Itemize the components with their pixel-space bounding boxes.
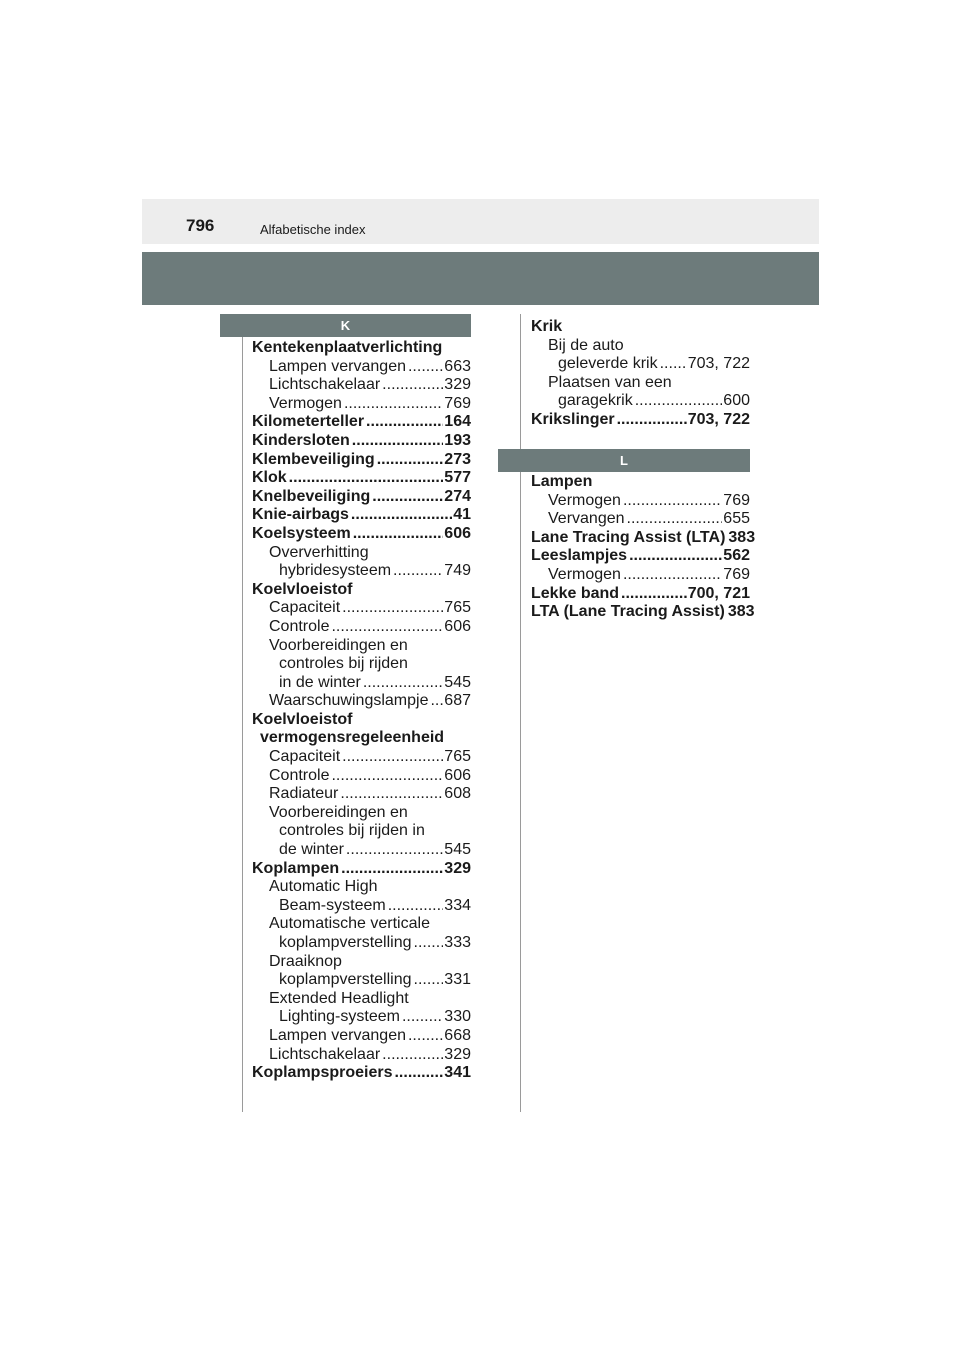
index-entry (252, 637, 471, 656)
dot-leader (289, 469, 444, 488)
index-entry-page: 334 (444, 896, 471, 914)
index-entry-label: Kindersloten (252, 431, 350, 449)
index-entry (531, 355, 750, 374)
index-entry-page: 329 (444, 859, 471, 877)
index-entry-page: 606 (444, 766, 471, 784)
index-entry-page: 329 (444, 1045, 471, 1063)
dot-leader (430, 692, 443, 711)
section-title: Alfabetische index (260, 222, 366, 237)
index-entry (252, 934, 471, 953)
index-entry (252, 655, 471, 674)
dot-leader (382, 376, 443, 395)
index-entry (252, 413, 471, 432)
index-column-right (520, 314, 521, 1112)
index-entry-label: Voorbereidingen en (269, 803, 408, 821)
index-entry-page: 383 (727, 603, 755, 621)
dot-leader (414, 971, 444, 990)
index-entry-label: Vervangen (548, 510, 625, 528)
index-entry (531, 374, 750, 393)
index-entry (252, 562, 471, 581)
dot-leader (351, 506, 452, 525)
index-entry (252, 469, 471, 488)
dot-leader (394, 1064, 443, 1083)
index-entry (252, 432, 471, 451)
index-entry-label: Lampen vervangen (269, 357, 406, 375)
index-entry-label: vermogensregeleenheid (260, 729, 445, 747)
index-entry-label: Krikslinger (531, 410, 615, 428)
index-entry-label: Koelsysteem (252, 524, 351, 542)
index-entry (252, 897, 471, 916)
index-entry-page: 700, 721 (687, 584, 750, 602)
index-entry-page: 545 (444, 841, 471, 859)
index-entry-label: Lampen vervangen (269, 1026, 406, 1044)
dot-leader (377, 451, 444, 470)
dot-leader (342, 748, 443, 767)
index-entry-page: 329 (444, 376, 471, 394)
index-entry (252, 1046, 471, 1065)
index-entry-page: 769 (444, 394, 471, 412)
index-entry (252, 1064, 471, 1083)
index-entry (252, 674, 471, 693)
index-column-left (242, 314, 243, 1112)
index-entry (252, 711, 471, 730)
index-entry-label: Knelbeveiliging (252, 487, 371, 505)
index-entry-label: Oververhitting (269, 543, 369, 561)
dot-leader (331, 767, 443, 786)
index-entry-label: Plaatsen van een (548, 373, 672, 391)
index-entry-label: Lane Tracing Assist (LTA) (531, 528, 726, 546)
dot-leader (623, 566, 722, 585)
index-entry-label: Lekke band (531, 584, 620, 602)
index-entry-label: Leeslampjes (531, 547, 628, 565)
index-entry-page: 274 (444, 487, 471, 505)
index-entry-label: Lampen (531, 473, 593, 490)
index-entry-page: 333 (444, 934, 471, 951)
dot-leader (372, 488, 443, 507)
dot-leader (366, 413, 443, 432)
index-entry (252, 1027, 471, 1046)
index-entry-label: controles bij rijden (279, 655, 408, 673)
index-entry (252, 451, 471, 470)
index-entry (252, 1008, 471, 1027)
index-entry (252, 599, 471, 618)
index-entry-label: de winter (279, 841, 344, 859)
index-entry (252, 729, 471, 748)
index-entry (252, 581, 471, 600)
index-entry-label: Beam-systeem (279, 896, 386, 914)
index-entry-page: 703, 722 (687, 355, 750, 373)
index-entry-label: koplampverstelling (279, 971, 412, 989)
index-entry (252, 990, 471, 1009)
dot-leader (346, 841, 443, 860)
index-entry (531, 528, 756, 548)
index-entry-label: controles bij rijden in (279, 822, 425, 840)
index-entry-page: 703, 722 (687, 410, 750, 428)
index-entry (252, 506, 471, 525)
index-entry-page: 193 (444, 431, 471, 449)
index-entry-label: Extended Headlight (269, 989, 409, 1007)
letter-heading-l: L (498, 449, 750, 472)
dot-leader (388, 897, 444, 916)
index-list-right-k (531, 318, 750, 430)
index-entry (531, 473, 750, 492)
index-entry-page: 769 (723, 565, 750, 583)
index-entry-label: in de winter (279, 673, 361, 691)
dot-leader (342, 599, 443, 618)
index-list-right-l (531, 473, 756, 622)
index-entry (252, 971, 471, 990)
header-banner (142, 252, 819, 305)
index-entry-label: Bij de auto (548, 336, 624, 354)
index-entry-label: Voorbereidingen en (269, 636, 408, 654)
index-entry-page: 41 (453, 506, 471, 524)
index-entry-page: 577 (444, 469, 471, 487)
dot-leader (660, 355, 687, 374)
index-entry-label: Controle (269, 766, 330, 784)
index-entry-page: 749 (444, 562, 471, 580)
index-entry-label: Radiateur (269, 785, 339, 803)
index-entry (252, 785, 471, 804)
dot-leader (393, 562, 443, 581)
dot-leader (340, 785, 443, 804)
index-entry-label: Capaciteit (269, 599, 341, 617)
dot-leader (623, 492, 722, 511)
dot-leader (344, 395, 443, 414)
index-entry (531, 492, 750, 511)
index-entry-label: Capaciteit (269, 748, 341, 766)
letter-heading-k: K (220, 314, 471, 337)
index-entry (252, 618, 471, 637)
index-entry-label: Krik (531, 318, 563, 335)
dot-leader (408, 358, 443, 377)
index-entry-label: Vermogen (548, 491, 621, 509)
index-entry-page: 545 (444, 673, 471, 691)
index-entry (252, 953, 471, 972)
index-entry-page: 663 (444, 357, 471, 375)
dot-leader (621, 585, 687, 604)
index-entry (531, 603, 755, 622)
index-entry-label: koplampverstelling (279, 934, 412, 951)
index-entry-page: 608 (444, 785, 471, 803)
index-entry-page: 606 (444, 524, 471, 542)
index-entry (252, 692, 471, 711)
index-entry (531, 411, 750, 430)
dot-leader (382, 1046, 443, 1065)
index-entry (531, 510, 750, 529)
index-entry-page: 562 (723, 547, 750, 565)
index-entry-page: 600 (723, 392, 750, 410)
index-entry (252, 822, 471, 841)
index-entry-page: 330 (444, 1008, 471, 1026)
index-entry-page: 606 (444, 617, 471, 635)
index-entry-label: Waarschuwingslampje (269, 692, 429, 710)
index-entry-label: Controle (269, 617, 330, 635)
index-entry-label: Lichtschakelaar (269, 376, 381, 394)
index-entry (531, 547, 750, 566)
index-entry-label: LTA (Lane Tracing Assist) (531, 603, 725, 621)
index-entry-label: Koplampen (252, 859, 340, 877)
index-entry (531, 566, 750, 585)
index-entry-label: Lighting-systeem (279, 1008, 400, 1026)
index-entry (252, 915, 471, 934)
index-entry-page: 383 (728, 528, 756, 546)
index-entry-label: Klok (252, 469, 287, 487)
index-entry-page: 341 (444, 1064, 471, 1082)
dot-leader (402, 1008, 443, 1027)
index-entry (252, 488, 471, 507)
index-entry-page: 765 (444, 748, 471, 766)
index-entry-label: Knie-airbags (252, 506, 349, 524)
index-entry-label: Koelvloeistof (252, 710, 353, 728)
index-entry (531, 585, 750, 604)
index-entry-label: Kentekenplaatverlichting (252, 339, 443, 356)
dot-leader (331, 618, 443, 637)
page-header-bar (142, 199, 819, 244)
dot-leader (414, 934, 444, 953)
index-entry-label: Klembeveiliging (252, 450, 375, 468)
dot-leader (352, 432, 444, 451)
index-entry-page: 668 (444, 1026, 471, 1044)
index-entry (252, 841, 471, 860)
dot-leader (617, 411, 687, 430)
index-entry-page: 769 (723, 491, 750, 509)
index-entry (252, 767, 471, 786)
index-entry (252, 395, 471, 414)
index-entry (531, 337, 750, 356)
index-entry (531, 318, 750, 337)
index-entry (252, 339, 471, 358)
index-entry-label: hybridesysteem (279, 562, 392, 580)
index-entry-page: 655 (723, 510, 750, 528)
dot-leader (341, 860, 443, 879)
index-entry (252, 878, 471, 897)
index-entry-label: Automatic High (269, 878, 378, 896)
index-entry-label: Kilometerteller (252, 413, 365, 431)
index-entry (252, 748, 471, 767)
index-entry (252, 860, 471, 879)
index-entry-label: garagekrik (558, 392, 633, 410)
index-entry (252, 358, 471, 377)
index-entry-label: Koelvloeistof (252, 580, 353, 598)
index-entry-label: Koplampsproeiers (252, 1064, 393, 1082)
dot-leader (363, 674, 443, 693)
page-number: 796 (186, 216, 215, 235)
dot-leader (353, 525, 444, 544)
index-entry-label: Draaiknop (269, 952, 342, 970)
index-entry (252, 376, 471, 395)
index-entry (252, 525, 471, 544)
index-entry-label: Vermogen (548, 565, 621, 583)
index-entry (252, 804, 471, 823)
dot-leader (635, 392, 723, 411)
index-entry-page: 164 (444, 413, 471, 431)
index-list-left (252, 339, 471, 1083)
index-entry-label: Automatische verticale (269, 915, 430, 933)
index-entry-page: 331 (444, 971, 471, 989)
index-entry (531, 392, 750, 411)
index-entry-label: Vermogen (269, 394, 342, 412)
dot-leader (408, 1027, 443, 1046)
index-entry-page: 273 (444, 450, 471, 468)
index-entry-label: geleverde krik (558, 355, 658, 373)
dot-leader (627, 510, 723, 529)
index-entry-page: 765 (444, 599, 471, 617)
index-entry-page: 687 (444, 692, 471, 710)
index-entry (252, 544, 471, 563)
index-entry-label: Lichtschakelaar (269, 1045, 381, 1063)
dot-leader (629, 547, 722, 566)
